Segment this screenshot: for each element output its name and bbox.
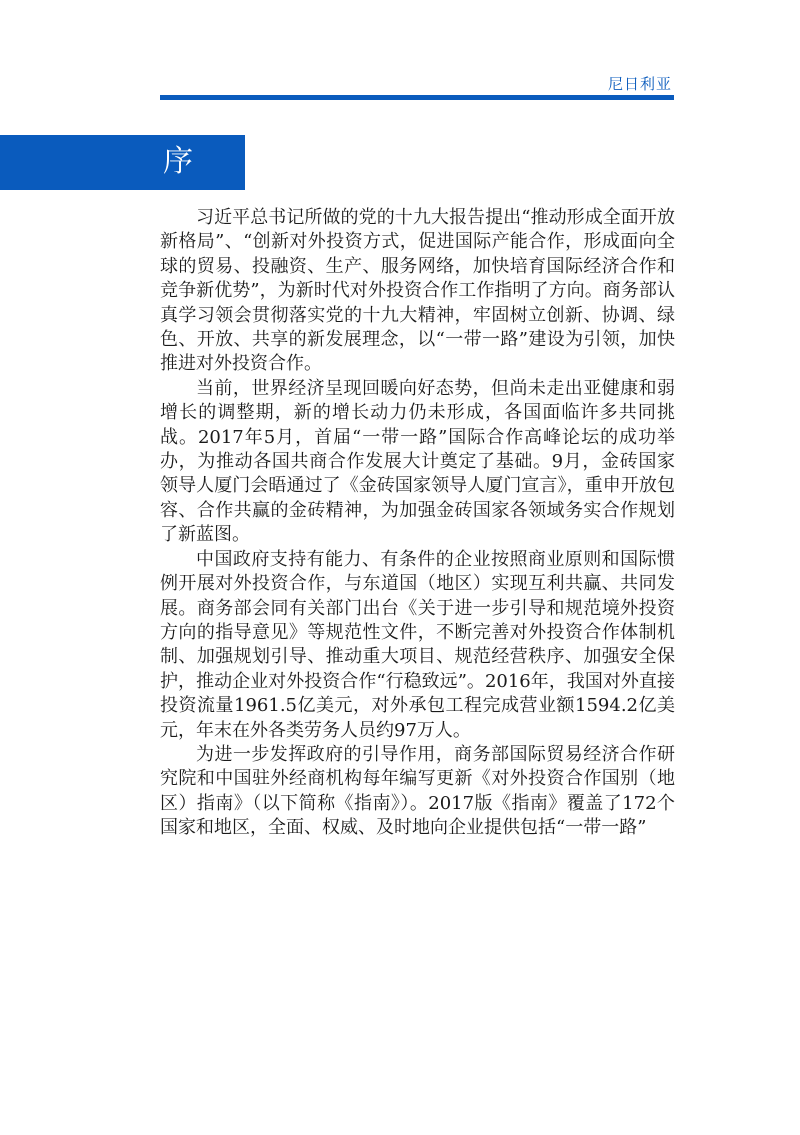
paragraph-3: 中国政府支持有能力、有条件的企业按照商业原则和国际惯例开展对外投资合作，与东道国（地区）实现互利共赢、共同发展。商务部会同有关部门出台《关于进一步引导和规范境外投资方向的指导意见》等规范性文件，不断完善对外投资合作体制机制、加强规划引导、推动重大项目、规范经营秩序、加强安全保护，推动企业对外投资合作“行稳致远”。2016年，我国对外直接投资流量1961.5亿美元，对外承包工程完成营业额1594.2亿美元，年末在外各类劳务人员约97万人。 <box>160 548 675 741</box>
header-divider <box>160 95 674 100</box>
paragraph-2: 当前，世界经济呈现回暖向好态势，但尚未走出亚健康和弱增长的调整期，新的增长动力仍未形成，各国面临许多共同挑战。2017年5月，首届“一带一路”国际合作高峰论坛的成功举办，为推动各国共商合作发展大计奠定了基础。9月，金砖国家领导人厦门会晤通过了《金砖国家领导人厦门宣言》，重申开放包容、合作共赢的金砖精神，为加强金砖国家各领域务实合作规划了新蓝图。 <box>160 377 675 546</box>
paragraph-4: 为进一步发挥政府的引导作用，商务部国际贸易经济合作研究院和中国驻外经商机构每年编写更新《对外投资合作国别（地区）指南》（以下简称《指南》）。2017版《指南》覆盖了172个国家和地区，全面、权威、及时地向企业提供包括“一带一路” <box>160 743 675 839</box>
paragraph-1: 习近平总书记所做的党的十九大报告提出“推动形成全面开放新格局”、“创新对外投资方式，促进国际产能合作，形成面向全球的贸易、投融资、生产、服务网络，加快培育国际经济合作和竞争新优势”，为新时代对外投资合作工作指明了方向。商务部认真学习领会贯彻落实党的十九大精神，牢固树立创新、协调、绿色、开放、共享的新发展理念，以“一带一路”建设为引领，加快推进对外投资合作。 <box>160 207 675 375</box>
body-text <box>160 206 675 841</box>
section-title-banner <box>0 135 245 190</box>
header-country-label: 尼日利亚 <box>607 75 672 93</box>
section-title: 序 <box>163 144 193 179</box>
